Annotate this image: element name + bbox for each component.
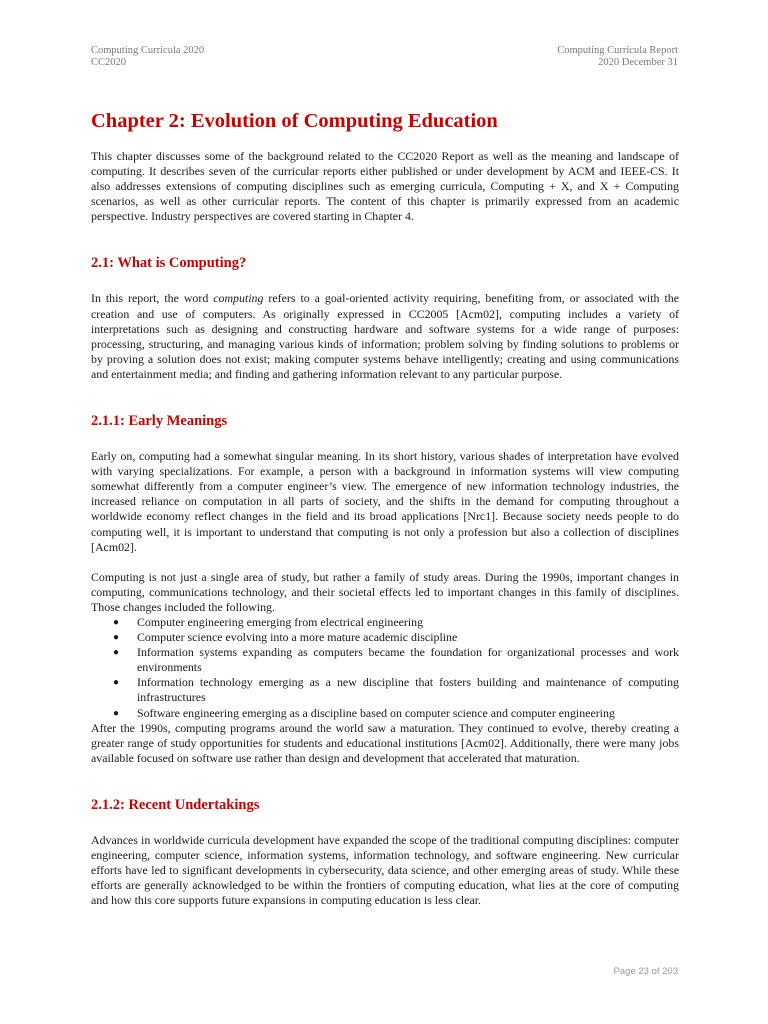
bullet-icon: ● xyxy=(113,616,120,628)
section-heading-2-1-1: 2.1.1: Early Meanings xyxy=(91,413,228,430)
discipline-changes-list xyxy=(91,615,679,721)
chapter-title: Chapter 2: Evolution of Computing Education xyxy=(91,110,498,132)
bullet-icon: ● xyxy=(113,647,120,659)
list-item-text: Software engineering emerging as a discipline based on computer science and computer engineering xyxy=(137,705,615,720)
paragraph-text-segment: In this report, the word xyxy=(91,291,214,306)
running-header-left xyxy=(91,45,204,69)
early-meanings-paragraph-2: Computing is not just a single area of study, but rather a family of study areas. During the 1990s, important changes in computing, communications technology, and their societal effects led to important changes in this family of disciplines. Those changes included the following. xyxy=(91,569,679,614)
list-item xyxy=(91,615,679,630)
bullet-icon: ● xyxy=(113,707,120,719)
list-item xyxy=(91,706,679,721)
early-meanings-paragraph-3: After the 1990s, computing programs around the world saw a maturation. They continued to evolve, thereby creating a greater range of study opportunities for students and educational institutions [Acm02]. Additionally, there were many jobs available focused on software use rather than design and development that accelerated that maturation. xyxy=(91,720,679,765)
header-report-name: Computing Curricula 2020 xyxy=(91,45,205,56)
list-item-text: Information technology emerging as a new discipline that fosters building and maintenance of computing infrastructures xyxy=(137,675,679,705)
list-item-text: Information systems expanding as computers became the foundation for organizational processes and work environments xyxy=(137,645,679,675)
list-item xyxy=(91,630,679,645)
header-report-date: 2020 December 31 xyxy=(598,57,678,68)
intro-paragraph: This chapter discusses some of the background related to the CC2020 Report as well as the meaning and landscape of computing. It describes seven of the curricular reports either published or under development by ACM and IEEE-CS. It also addresses extensions of computing disciplines such as emerging curricula, Computing + X, and X + Computing scenarios, as well as other curricular reports. The content of this chapter is primarily expressed from an academic perspective. Industry perspectives are covered starting in Chapter 4. xyxy=(91,149,679,224)
section-heading-2-1: 2.1: What is Computing? xyxy=(91,255,247,272)
page-number: Page 23 of 203 xyxy=(613,966,678,977)
list-item-text: Computer science evolving into a more mature academic discipline xyxy=(137,630,458,645)
bullet-icon: ● xyxy=(113,632,120,644)
header-report-code: CC2020 xyxy=(91,57,127,68)
section-heading-2-1-2: 2.1.2: Recent Undertakings xyxy=(91,796,260,813)
page-body xyxy=(91,108,679,908)
running-header-right xyxy=(557,45,678,69)
header-report-type: Computing Curricula Report xyxy=(557,45,678,56)
recent-undertakings-paragraph: Advances in worldwide curricula development have expanded the scope of the traditional computing disciplines: computer engineering, computer science, information systems, information technology, and software engineering. New curricular efforts have led to significant developments in cybersecurity, data science, and other emerging areas of study. While these efforts are generally acknowledged to be within the frontiers of computing education, what lies at the core of computing and how this core supports future expansions in computing education is less clear. xyxy=(91,832,679,908)
list-item xyxy=(91,675,679,705)
paragraph-text-segment: refers to a goal-oriented activity requiring, benefiting from, or associated with the creation and use of computers. As originally expressed in CC2005 [Acm02], computing includes a variety of interpretations such as designing and constructing hardware and software systems for a wide range of purposes: processing, structuring, and managing various kinds of information; problem solving by finding solutions to problems or by proving a solution does not exist; making computer systems behave intelligently; creating and using communications and entertainment media; and finding and gathering information relevant to any particular purpose. xyxy=(91,291,679,381)
bullet-icon: ● xyxy=(113,677,120,689)
list-item xyxy=(91,645,679,675)
list-item-text: Computer engineering emerging from electrical engineering xyxy=(137,614,424,629)
emphasized-term: computing xyxy=(213,291,264,306)
what-is-computing-paragraph xyxy=(91,291,679,382)
early-meanings-paragraph-1: Early on, computing had a somewhat singular meaning. In its short history, various shades of interpretation have evolved with varying specializations. For example, a person with a background in information systems will view computing somewhat differently from a computer engineer’s view. The emergence of new information technology industries, the increased reliance on computation in all parts of society, and the shifts in the demand for computing throughout a worldwide economy reflect changes in the field and its broad applications [Nrc1]. Because society needs people to do computing well, it is important to understand that computing is not only a profession but also a collection of disciplines [Acm02]. xyxy=(91,449,679,554)
